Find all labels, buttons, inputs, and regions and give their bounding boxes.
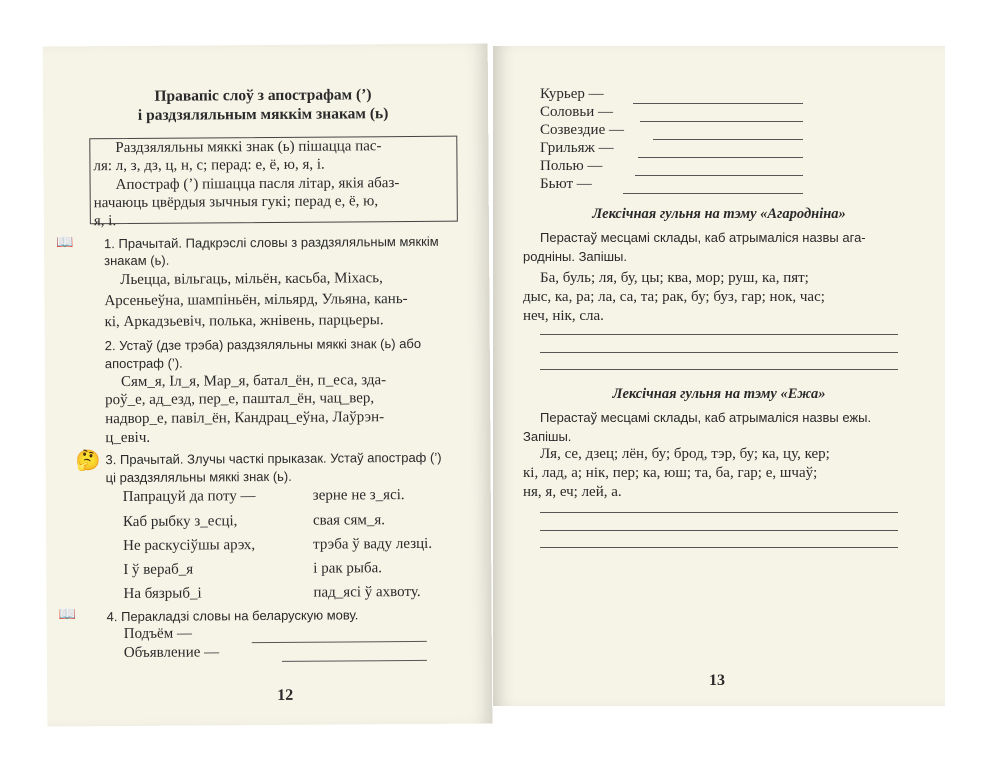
proverb-start: Не раскусіўшы арэх,: [123, 537, 256, 555]
answer-line[interactable]: [540, 530, 898, 531]
answer-line[interactable]: [252, 641, 427, 643]
word: Созвездие —: [540, 122, 624, 138]
task4-instruction: 4. Перакладзі словы на беларускую мову.: [106, 607, 359, 625]
game1-syllables: дыс, ка, ра; ла, са, та; рак, бу; буз, гар; нок, час;: [523, 289, 825, 305]
game2-syllables: ня, я, еч; лей, а.: [523, 484, 622, 500]
task2-text: Сям_я, Іл_я, Мар_я, батал_ён, п_еса, зда-: [120, 372, 387, 391]
right-page: [493, 46, 945, 706]
game2-syllables: кі, лад, а; нік, пер; ка, юш; та, ба, гар; е, шчаў;: [523, 465, 818, 481]
task1-text: Льецца, вільгаць, мільён, касьба, Міхась,: [120, 270, 383, 289]
word-to-translate: Объявление —: [123, 644, 220, 662]
rule-line: ля: л, з, дз, ц, н, с; перад: е, ё, ю, я, і.: [93, 156, 325, 175]
task3-instruction: 3. Прачытай. Злучы часткі прыказак. Устаў апостраф (’): [105, 449, 442, 468]
task1-instruction: 1. Прачытай. Падкрэслі словы з раздзяляльным мяккім: [103, 233, 439, 252]
task3-instruction: ці раздзяляльны мяккі знак (ь).: [105, 468, 292, 486]
book-icon: 📖: [55, 235, 74, 251]
task2-text: ц_евіч.: [105, 429, 151, 447]
rule-line: Раздзяляльны мяккі знак (ь) пішацца пас-: [115, 138, 382, 157]
proverb-start: Папрацуй да поту —: [122, 488, 256, 506]
game1-instruction: Перастаў месцамі склады, каб атрымаліся назвы ага-: [540, 230, 866, 245]
answer-line[interactable]: [653, 139, 803, 140]
word: Соловьи —: [540, 104, 613, 120]
proverb-start: На бязрыб_і: [123, 585, 202, 603]
answer-line[interactable]: [540, 369, 898, 370]
proverb-end: пад_ясі ў ахвоту.: [313, 583, 421, 601]
answer-line[interactable]: [638, 157, 803, 158]
proverb-start: Каб рыбку з_есці,: [122, 513, 238, 531]
answer-line[interactable]: [540, 352, 898, 353]
game1-instruction: родніны. Запішы.: [523, 249, 627, 264]
task1-instruction: знакам (ь).: [104, 252, 170, 269]
rule-line: Апостраф (’) пішацца пасля літар, якія абаз-: [115, 175, 400, 194]
page-number: 12: [277, 686, 294, 704]
page-number: 13: [709, 672, 725, 689]
book-icon: 📖: [58, 607, 77, 623]
proverb-end: свая сям_я.: [312, 512, 386, 529]
rule-line: я, і.: [93, 213, 117, 230]
answer-line[interactable]: [633, 103, 803, 104]
game1-syllables: неч, нік, сла.: [523, 308, 604, 324]
game2-instruction: Перастаў месцамі склады, каб атрымаліся назвы ежы.: [540, 410, 872, 425]
proverb-end: зерне не з_ясі.: [312, 487, 405, 504]
proverb-end: і рак рыба.: [313, 560, 383, 577]
answer-line[interactable]: [540, 547, 898, 548]
game2-heading: Лексічная гульня на тэму «Ежа»: [612, 386, 826, 402]
answer-line[interactable]: [635, 175, 803, 176]
answer-line[interactable]: [540, 512, 898, 513]
task2-instruction: апостраф (’).: [104, 355, 183, 372]
left-page: [43, 43, 493, 726]
title-line-2: і раздзяляльным мяккім знакам (ь): [137, 105, 389, 124]
game1-syllables: Ба, буль; ля, бу, цы; ква, мор; руш, ка, пят;: [540, 270, 809, 286]
word: Полью —: [540, 158, 603, 174]
game2-instruction: Запішы.: [523, 429, 572, 444]
word: Курьер —: [540, 86, 604, 102]
answer-line[interactable]: [640, 121, 803, 122]
title-line-1: Правапіс слоў з апострафам (’): [154, 86, 372, 105]
task1-text: кі, Аркадзьевіч, полька, жнівень, парцьеры.: [104, 312, 384, 331]
task2-text: роў_е, ад_езд, пер_е, паштал_ён, чац_вер,: [105, 390, 375, 409]
proverb-end: трэба ў ваду лезці.: [313, 535, 433, 553]
task2-text: надвор_е, павіл_ён, Кандрац_еўна, Лаўрэн-: [105, 409, 385, 428]
game1-heading: Лексічная гульня на тэму «Агароднiна»: [592, 206, 846, 222]
task1-text: Арсеньеўна, шампіньён, мільярд, Ульяна, кань-: [104, 291, 408, 310]
word-to-translate: Подъём —: [123, 625, 192, 643]
answer-line[interactable]: [623, 193, 803, 194]
answer-line[interactable]: [282, 660, 427, 662]
thinking-face-icon: 🤔: [75, 450, 101, 473]
rule-line: начаюць цвёрдыя зычныя гукі; перад е, ё, ю,: [93, 193, 379, 212]
task2-instruction: 2. Устаў (дзе трэба) раздзяляльны мяккі знак (ь) або: [104, 335, 422, 354]
answer-line[interactable]: [540, 334, 898, 335]
word: Бьют —: [540, 176, 592, 192]
proverb-start: І ў вераб_я: [123, 561, 194, 579]
word: Грильяж —: [540, 140, 614, 156]
game2-syllables: Ля, се, дзец; лён, бу; брод, тэр, бу; ка, цу, кер;: [540, 446, 830, 462]
